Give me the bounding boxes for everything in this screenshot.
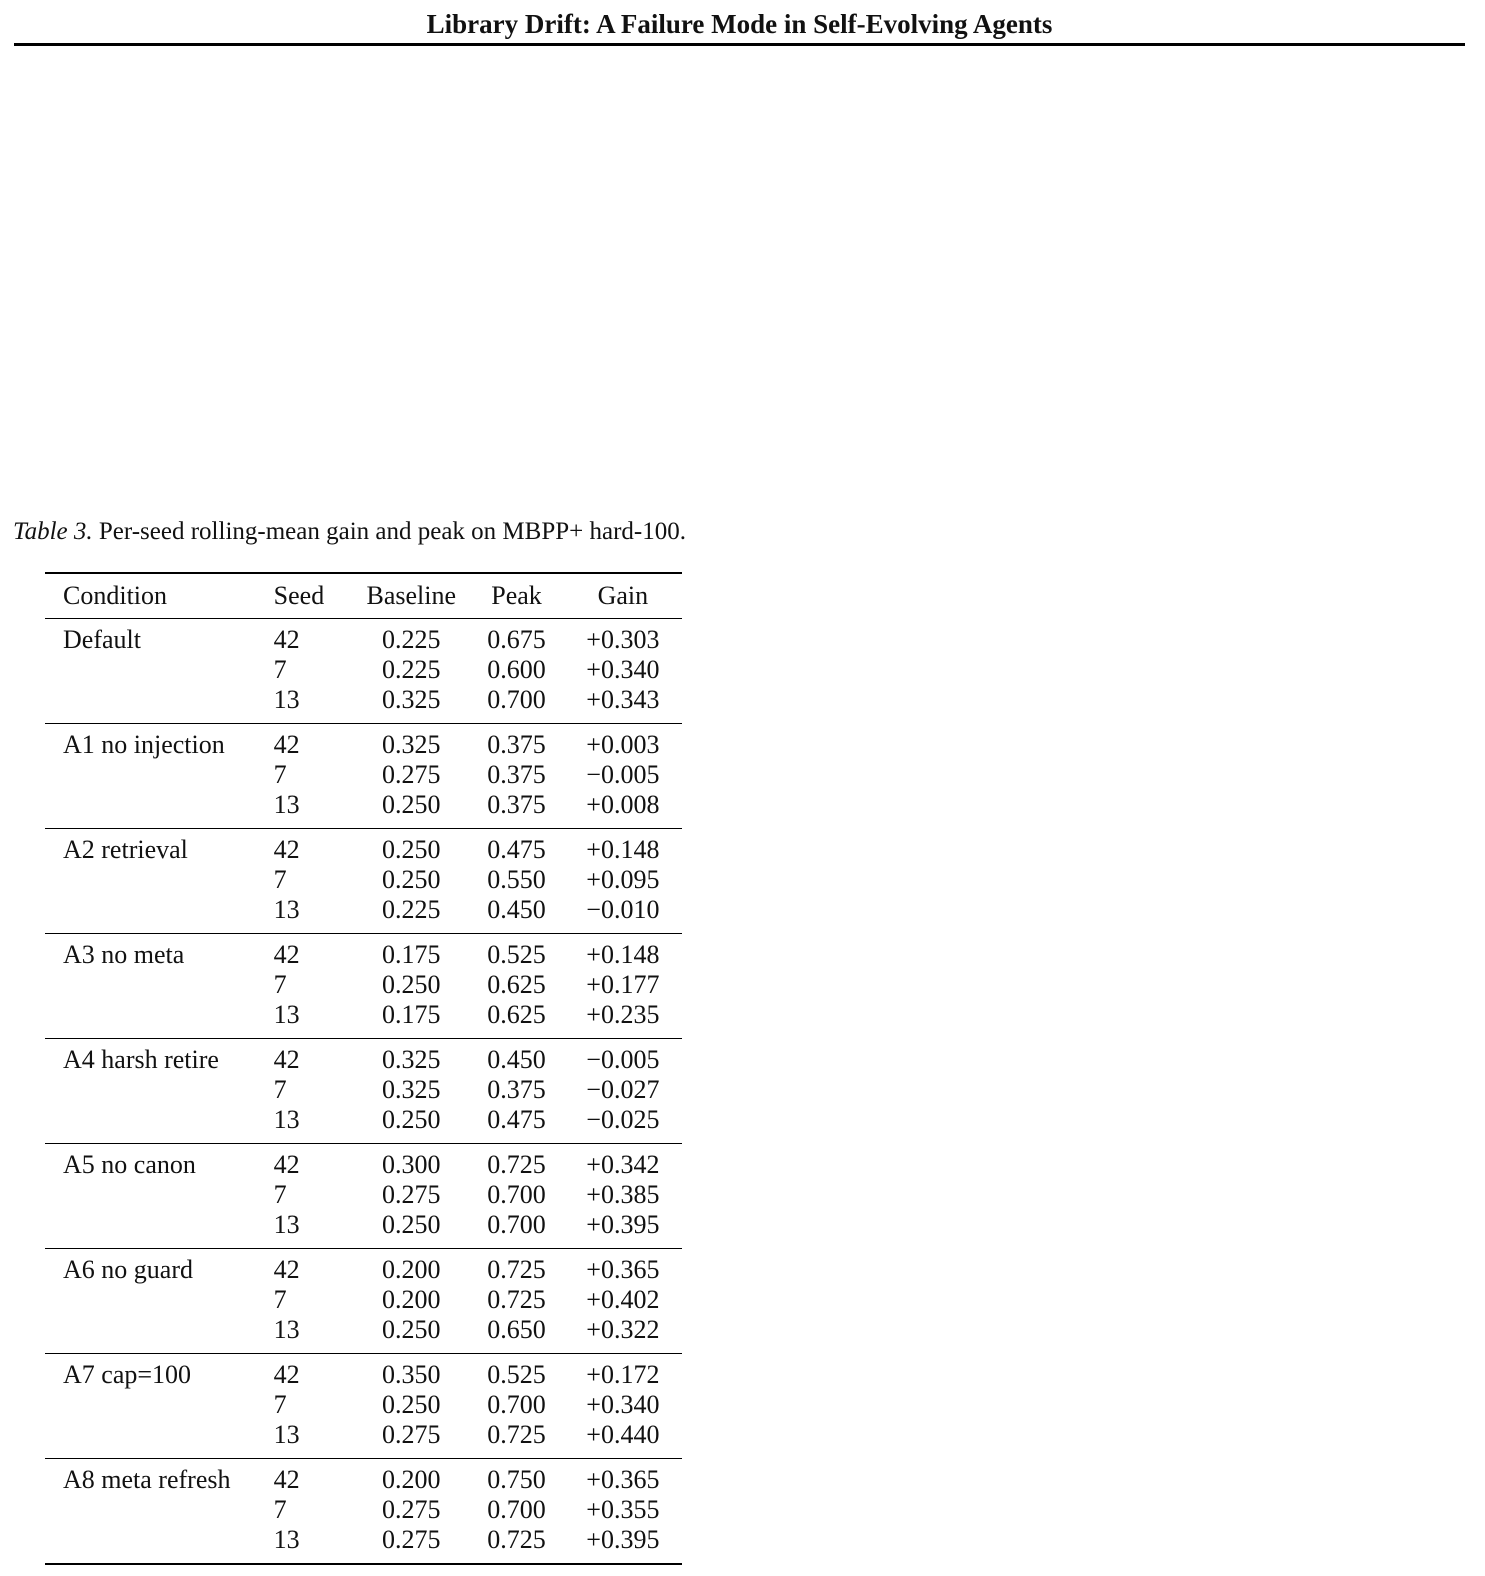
baseline-cell: 0.275	[382, 1420, 441, 1449]
baseline-cell: 0.250	[382, 1315, 441, 1344]
condition-cell: A1 no injection	[45, 724, 266, 761]
baseline-cell: 0.175	[382, 1000, 441, 1029]
condition-cell: A3 no meta	[45, 934, 266, 971]
seed-cell: 7	[273, 1075, 287, 1104]
condition-group	[45, 724, 682, 829]
peak-cell: 0.375	[487, 1075, 546, 1104]
condition-group	[45, 829, 682, 934]
baseline-cell: 0.325	[382, 1075, 441, 1104]
seed-cell: 13	[273, 1420, 300, 1449]
table-row	[45, 1039, 682, 1076]
seed-cell: 7	[273, 1390, 287, 1419]
table-row	[45, 1315, 682, 1354]
condition-cell: A5 no canon	[45, 1144, 266, 1181]
gain-cell: +0.342	[564, 1144, 682, 1181]
peak-cell: 0.525	[469, 934, 564, 971]
seed-cell: 13	[273, 790, 300, 819]
condition-cell: A7 cap=100	[45, 1354, 266, 1391]
baseline-cell: 0.325	[353, 724, 469, 761]
peak-cell: 0.600	[487, 655, 546, 684]
seed-cell: 13	[273, 1210, 300, 1239]
table-row	[45, 1075, 682, 1105]
seed-cell: 7	[273, 760, 287, 789]
peak-cell: 0.525	[469, 1354, 564, 1391]
table-row	[45, 1210, 682, 1249]
baseline-cell: 0.325	[382, 685, 441, 714]
empty-cell	[45, 790, 266, 829]
baseline-cell: 0.325	[353, 1039, 469, 1076]
baseline-cell: 0.250	[382, 1390, 441, 1419]
table-row	[45, 760, 682, 790]
empty-cell	[45, 1285, 266, 1315]
empty-cell	[45, 1105, 266, 1144]
column-header-baseline: Baseline	[353, 573, 469, 619]
table-row	[45, 829, 682, 866]
peak-cell: 0.700	[487, 1495, 546, 1524]
peak-cell: 0.475	[469, 829, 564, 866]
table-row	[45, 970, 682, 1000]
peak-cell: 0.550	[487, 865, 546, 894]
gain-cell: +0.095	[586, 865, 660, 894]
gain-cell: +0.008	[586, 790, 660, 819]
empty-cell	[45, 1420, 266, 1459]
column-header-gain: Gain	[564, 573, 682, 619]
gain-cell: +0.177	[586, 970, 660, 999]
peak-cell: 0.725	[487, 1525, 546, 1554]
baseline-cell: 0.250	[382, 865, 441, 894]
gain-cell: +0.395	[586, 1525, 660, 1554]
seed-cell: 42	[266, 829, 354, 866]
empty-cell	[45, 1210, 266, 1249]
table-row	[45, 1525, 682, 1564]
gain-cell: +0.303	[586, 625, 660, 654]
table-row	[45, 1249, 682, 1286]
peak-cell: 0.700	[487, 1390, 546, 1419]
baseline-cell: 0.200	[353, 1249, 469, 1286]
seed-cell: 42	[266, 1039, 354, 1076]
condition-cell: A8 meta refresh	[45, 1459, 266, 1496]
baseline-cell: 0.275	[382, 1495, 441, 1524]
empty-cell	[45, 895, 266, 934]
seed-cell: 7	[273, 1495, 287, 1524]
empty-cell	[45, 1315, 266, 1354]
table-row	[45, 724, 682, 761]
peak-cell: 0.725	[487, 1420, 546, 1449]
condition-group	[45, 1354, 682, 1459]
gain-cell: +0.402	[586, 1285, 660, 1314]
baseline-cell: 0.225	[382, 895, 441, 924]
peak-cell: 0.475	[487, 1105, 546, 1134]
table-row	[45, 1420, 682, 1459]
gain-cell: +0.365	[564, 1249, 682, 1286]
results-table	[45, 572, 682, 1565]
column-header-seed: Seed	[266, 573, 354, 619]
baseline-cell: 0.350	[353, 1354, 469, 1391]
peak-cell: 0.375	[487, 760, 546, 789]
running-title: Library Drift: A Failure Mode in Self-Evolving Agents	[426, 9, 1053, 39]
baseline-cell: 0.250	[353, 829, 469, 866]
gain-cell: −0.010	[586, 895, 660, 924]
table-caption	[13, 515, 686, 549]
gain-cell: +0.340	[586, 655, 660, 684]
baseline-cell: 0.250	[382, 1105, 441, 1134]
seed-cell: 42	[266, 724, 354, 761]
table-row	[45, 1144, 682, 1181]
table-row	[45, 790, 682, 829]
caption-text: Per-seed rolling-mean gain and peak on MBPP+ hard-100.	[98, 518, 686, 545]
gain-cell: +0.172	[564, 1354, 682, 1391]
condition-group	[45, 1249, 682, 1354]
empty-cell	[45, 1000, 266, 1039]
seed-cell: 42	[266, 1459, 354, 1496]
table-row	[45, 934, 682, 971]
peak-cell: 0.725	[469, 1249, 564, 1286]
column-header-condition: Condition	[45, 573, 266, 619]
column-header-peak: Peak	[469, 573, 564, 619]
peak-cell: 0.375	[469, 724, 564, 761]
seed-cell: 13	[273, 895, 300, 924]
gain-cell: +0.355	[586, 1495, 660, 1524]
gain-cell: −0.005	[564, 1039, 682, 1076]
table-row	[45, 1285, 682, 1315]
baseline-cell: 0.250	[382, 1210, 441, 1239]
empty-cell	[45, 760, 266, 790]
baseline-cell: 0.275	[382, 1180, 441, 1209]
peak-cell: 0.700	[487, 685, 546, 714]
seed-cell: 42	[266, 1249, 354, 1286]
gain-cell: +0.343	[586, 685, 660, 714]
gain-cell: +0.365	[564, 1459, 682, 1496]
peak-cell: 0.700	[487, 1180, 546, 1209]
peak-cell: 0.450	[487, 895, 546, 924]
peak-cell: 0.375	[487, 790, 546, 819]
condition-group	[45, 619, 682, 724]
seed-cell: 42	[266, 1354, 354, 1391]
seed-cell: 42	[273, 625, 300, 654]
empty-cell	[45, 865, 266, 895]
empty-cell	[45, 1390, 266, 1420]
seed-cell: 7	[273, 865, 287, 894]
table-row	[45, 1180, 682, 1210]
table-row	[45, 895, 682, 934]
header-row	[45, 573, 682, 619]
seed-cell: 13	[273, 1000, 300, 1029]
gain-cell: −0.027	[586, 1075, 660, 1104]
seed-cell: 13	[273, 1105, 300, 1134]
table-row	[45, 655, 682, 685]
gain-cell: +0.148	[564, 829, 682, 866]
seed-cell: 42	[266, 1144, 354, 1181]
table-row	[45, 1390, 682, 1420]
seed-cell: 7	[273, 970, 287, 999]
empty-cell	[45, 1495, 266, 1525]
baseline-cell: 0.250	[382, 970, 441, 999]
empty-cell	[45, 1525, 266, 1564]
table-row	[45, 619, 682, 656]
seed-cell: 7	[273, 1285, 287, 1314]
gain-cell: +0.003	[564, 724, 682, 761]
peak-cell: 0.750	[469, 1459, 564, 1496]
gain-cell: −0.005	[586, 760, 660, 789]
table-header	[45, 573, 682, 619]
table-row	[45, 685, 682, 724]
seed-cell: 42	[266, 934, 354, 971]
gain-cell: +0.148	[564, 934, 682, 971]
seed-cell: 7	[273, 1180, 287, 1209]
gain-cell: +0.440	[586, 1420, 660, 1449]
baseline-cell: 0.300	[353, 1144, 469, 1181]
baseline-cell: 0.250	[382, 790, 441, 819]
peak-cell: 0.725	[469, 1144, 564, 1181]
condition-group	[45, 1144, 682, 1249]
peak-cell: 0.725	[487, 1285, 546, 1314]
condition-group	[45, 934, 682, 1039]
gain-cell: +0.385	[586, 1180, 660, 1209]
condition-cell: A2 retrieval	[45, 829, 266, 866]
caption-label: Table 3.	[13, 518, 93, 545]
condition-cell: A4 harsh retire	[45, 1039, 266, 1076]
empty-cell	[45, 655, 266, 685]
table-row	[45, 1000, 682, 1039]
gain-cell: +0.395	[586, 1210, 660, 1239]
peak-cell: 0.625	[487, 1000, 546, 1029]
gain-cell: −0.025	[586, 1105, 660, 1134]
seed-cell: 7	[273, 655, 287, 684]
condition-cell: Default	[63, 625, 141, 654]
baseline-cell: 0.200	[382, 1285, 441, 1314]
table-row	[45, 865, 682, 895]
baseline-cell: 0.200	[353, 1459, 469, 1496]
empty-cell	[45, 1180, 266, 1210]
baseline-cell: 0.275	[382, 760, 441, 789]
condition-group	[45, 1039, 682, 1144]
table-row	[45, 1495, 682, 1525]
gain-cell: +0.322	[586, 1315, 660, 1344]
peak-cell: 0.700	[487, 1210, 546, 1239]
gain-cell: +0.340	[586, 1390, 660, 1419]
seed-cell: 13	[273, 1525, 300, 1554]
peak-cell: 0.625	[487, 970, 546, 999]
table-row	[45, 1105, 682, 1144]
condition-group	[45, 1459, 682, 1565]
running-header	[14, 8, 1465, 46]
seed-cell: 13	[273, 685, 300, 714]
baseline-cell: 0.225	[382, 655, 441, 684]
gain-cell: +0.235	[586, 1000, 660, 1029]
empty-cell	[45, 1075, 266, 1105]
baseline-cell: 0.225	[382, 625, 441, 654]
empty-cell	[45, 685, 266, 724]
peak-cell: 0.675	[487, 625, 546, 654]
peak-cell: 0.450	[469, 1039, 564, 1076]
empty-cell	[45, 970, 266, 1000]
peak-cell: 0.650	[487, 1315, 546, 1344]
table-row	[45, 1354, 682, 1391]
seed-cell: 13	[273, 1315, 300, 1344]
baseline-cell: 0.275	[382, 1525, 441, 1554]
condition-cell: A6 no guard	[45, 1249, 266, 1286]
table-row	[45, 1459, 682, 1496]
baseline-cell: 0.175	[353, 934, 469, 971]
